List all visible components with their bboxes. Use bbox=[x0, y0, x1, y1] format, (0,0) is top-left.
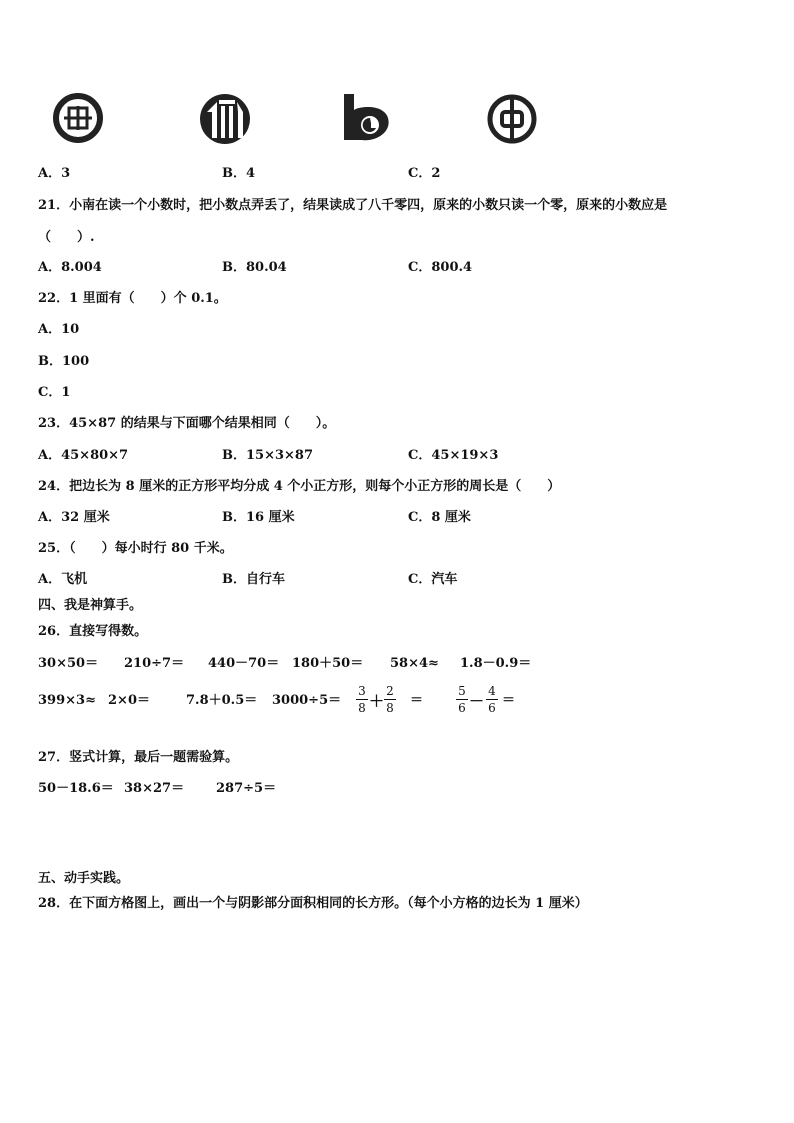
q21-option-c[interactable]: C．800.4 bbox=[408, 260, 473, 275]
q25-stem: 25．（ ）每小时行 80 千米。 bbox=[38, 541, 233, 556]
q26-item: 30×50＝ bbox=[38, 656, 99, 671]
numerator: 4 bbox=[488, 684, 496, 698]
q28-stem: 28．在下面方格图上，画出一个与阴影部分面积相同的长方形。（每个小方格的边长为 1 厘米） bbox=[38, 896, 588, 911]
q22-option-c[interactable]: C．1 bbox=[38, 385, 71, 400]
q23-option-a[interactable]: A．45×80×7 bbox=[38, 448, 129, 463]
numerator: 3 bbox=[358, 684, 366, 698]
q23-stem: 23．45×87 的结果与下面哪个结果相同（ ）。 bbox=[38, 416, 336, 431]
q24-option-a[interactable]: A．32 厘米 bbox=[38, 510, 110, 525]
q26-item: 180＋50＝ bbox=[292, 656, 364, 671]
fraction-4-6 bbox=[486, 684, 498, 715]
q24-stem: 24．把边长为 8 厘米的正方形平均分成 4 个小正方形，则每个小正方形的周长是（ ） bbox=[38, 479, 561, 494]
q26-item: 210÷7＝ bbox=[124, 656, 185, 671]
bank-of-china-logo-icon bbox=[486, 93, 538, 149]
q23-option-c[interactable]: C．45×19×3 bbox=[408, 448, 499, 463]
fraction-3-8 bbox=[356, 684, 368, 715]
numerator: 2 bbox=[386, 684, 394, 698]
q20-option-a[interactable]: A．3 bbox=[38, 166, 71, 181]
denominator: 8 bbox=[386, 701, 394, 715]
q20-option-b[interactable]: B．4 bbox=[222, 166, 256, 181]
equals-sign: ＝ bbox=[502, 693, 516, 708]
fraction-5-6 bbox=[456, 684, 468, 715]
q26-item: 3000÷5＝ bbox=[272, 693, 342, 708]
q27-item: 50－18.6＝ bbox=[38, 781, 114, 796]
q25-option-a[interactable]: A．飞机 bbox=[38, 572, 88, 587]
q24-option-b[interactable]: B．16 厘米 bbox=[222, 510, 295, 525]
citic-logo-icon bbox=[198, 92, 252, 150]
bank-of-communications-logo-icon bbox=[340, 92, 396, 148]
q25-option-b[interactable]: B．自行车 bbox=[222, 572, 285, 587]
section-5-title: 五、动手实践。 bbox=[38, 871, 130, 886]
minus-sign: － bbox=[469, 692, 485, 710]
q27-item: 287÷5＝ bbox=[216, 781, 277, 796]
numerator: 5 bbox=[458, 684, 466, 698]
q26-stem: 26．直接写得数。 bbox=[38, 624, 148, 639]
plus-sign: ＋ bbox=[369, 692, 385, 710]
q26-item: 399×3≈ bbox=[38, 693, 96, 708]
denominator: 8 bbox=[358, 701, 366, 715]
q21-stem: 21．小南在读一个小数时，把小数点弄丢了，结果读成了八千零四，原来的小数只读一个零，原来的小数应是 bbox=[38, 198, 668, 213]
q26-item: 440－70＝ bbox=[208, 656, 280, 671]
q26-item: 2×0＝ bbox=[108, 693, 150, 708]
q24-option-c[interactable]: C．8 厘米 bbox=[408, 510, 471, 525]
q21-stem-cont: （ ）. bbox=[38, 230, 95, 245]
q22-stem: 22．1 里面有（ ）个 0.1。 bbox=[38, 291, 227, 306]
q26-item: 1.8－0.9＝ bbox=[460, 656, 532, 671]
section-4-title: 四、我是神算手。 bbox=[38, 598, 143, 613]
equals-sign: ＝ bbox=[410, 693, 424, 708]
q27-item: 38×27＝ bbox=[124, 781, 185, 796]
icbc-logo-icon bbox=[52, 92, 104, 148]
q26-item: 7.8＋0.5＝ bbox=[186, 693, 258, 708]
q22-option-b[interactable]: B．100 bbox=[38, 354, 90, 369]
q23-option-b[interactable]: B．15×3×87 bbox=[222, 448, 314, 463]
fraction-2-8 bbox=[384, 684, 396, 715]
q21-option-a[interactable]: A．8.004 bbox=[38, 260, 102, 275]
q27-stem: 27．竖式计算，最后一题需验算。 bbox=[38, 750, 239, 765]
q22-option-a[interactable]: A．10 bbox=[38, 322, 80, 337]
q21-option-b[interactable]: B．80.04 bbox=[222, 260, 287, 275]
q25-option-c[interactable]: C．汽车 bbox=[408, 572, 458, 587]
denominator: 6 bbox=[488, 701, 496, 715]
q20-option-c[interactable]: C．2 bbox=[408, 166, 441, 181]
q26-item: 58×4≈ bbox=[390, 656, 439, 671]
denominator: 6 bbox=[458, 701, 466, 715]
